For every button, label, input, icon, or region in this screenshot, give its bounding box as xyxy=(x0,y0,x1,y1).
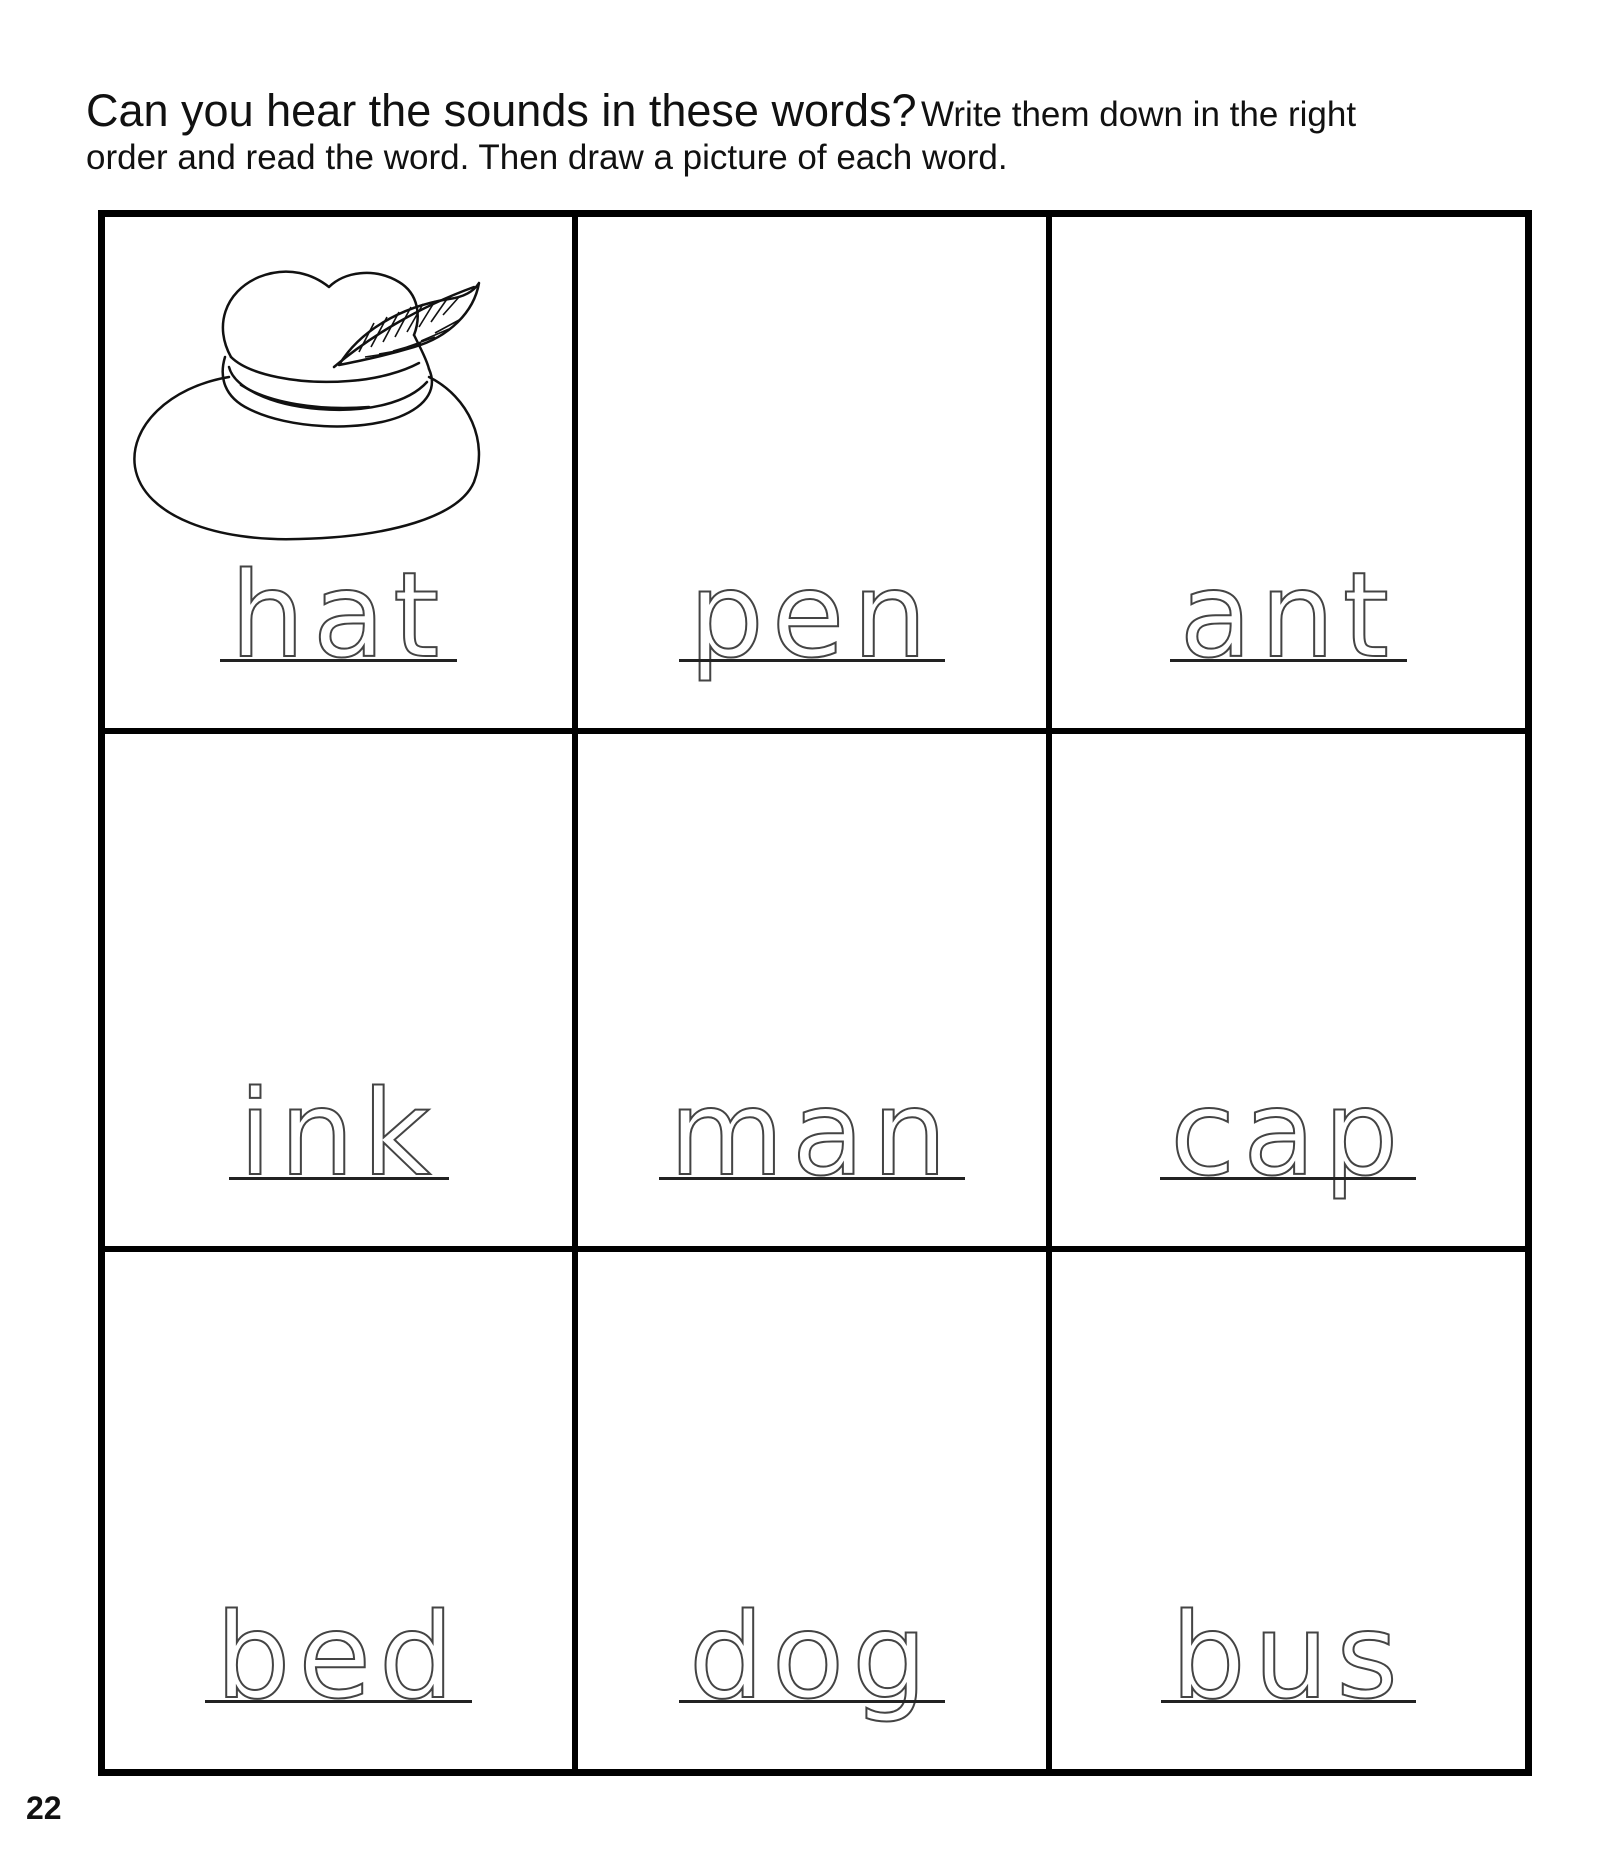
traced-word: ant xyxy=(1170,556,1407,674)
traced-word: dog xyxy=(679,1597,945,1715)
traced-word: bus xyxy=(1161,1597,1416,1715)
word-cell-cap[interactable] xyxy=(1052,734,1525,1251)
writing-baseline xyxy=(679,659,945,662)
hat-with-feather-icon xyxy=(129,257,539,557)
instructions-lead: Can you hear the sounds in these words? xyxy=(86,85,917,136)
word-cell-pen[interactable] xyxy=(578,217,1051,734)
word-cell-ink[interactable] xyxy=(105,734,578,1251)
writing-baseline xyxy=(1161,1700,1416,1703)
instructions-line-2: order and read the word. Then draw a picture of each word. xyxy=(86,138,1008,178)
traced-word: bed xyxy=(205,1597,471,1715)
word-cell-hat[interactable] xyxy=(105,217,578,734)
word-cell-dog[interactable] xyxy=(578,1252,1051,1769)
traced-word: ink xyxy=(229,1074,449,1192)
word-cell-bus[interactable] xyxy=(1052,1252,1525,1769)
writing-baseline xyxy=(1170,659,1407,662)
instructions-rest: Write them down in the right xyxy=(920,95,1357,134)
writing-baseline xyxy=(205,1700,471,1703)
traced-word: pen xyxy=(679,556,945,674)
traced-word: hat xyxy=(220,556,457,674)
page-number: 22 xyxy=(26,1790,62,1826)
word-cell-ant[interactable] xyxy=(1052,217,1525,734)
instructions-line-1 xyxy=(86,84,1426,137)
writing-baseline xyxy=(679,1700,945,1703)
traced-word: man xyxy=(659,1074,965,1192)
word-cell-bed[interactable] xyxy=(105,1252,578,1769)
writing-baseline xyxy=(659,1177,965,1180)
instructions xyxy=(86,84,1426,178)
traced-word: cap xyxy=(1160,1074,1416,1192)
writing-baseline xyxy=(220,659,457,662)
writing-baseline xyxy=(229,1177,449,1180)
writing-baseline xyxy=(1160,1177,1416,1180)
word-grid xyxy=(98,210,1532,1776)
word-cell-man[interactable] xyxy=(578,734,1051,1251)
